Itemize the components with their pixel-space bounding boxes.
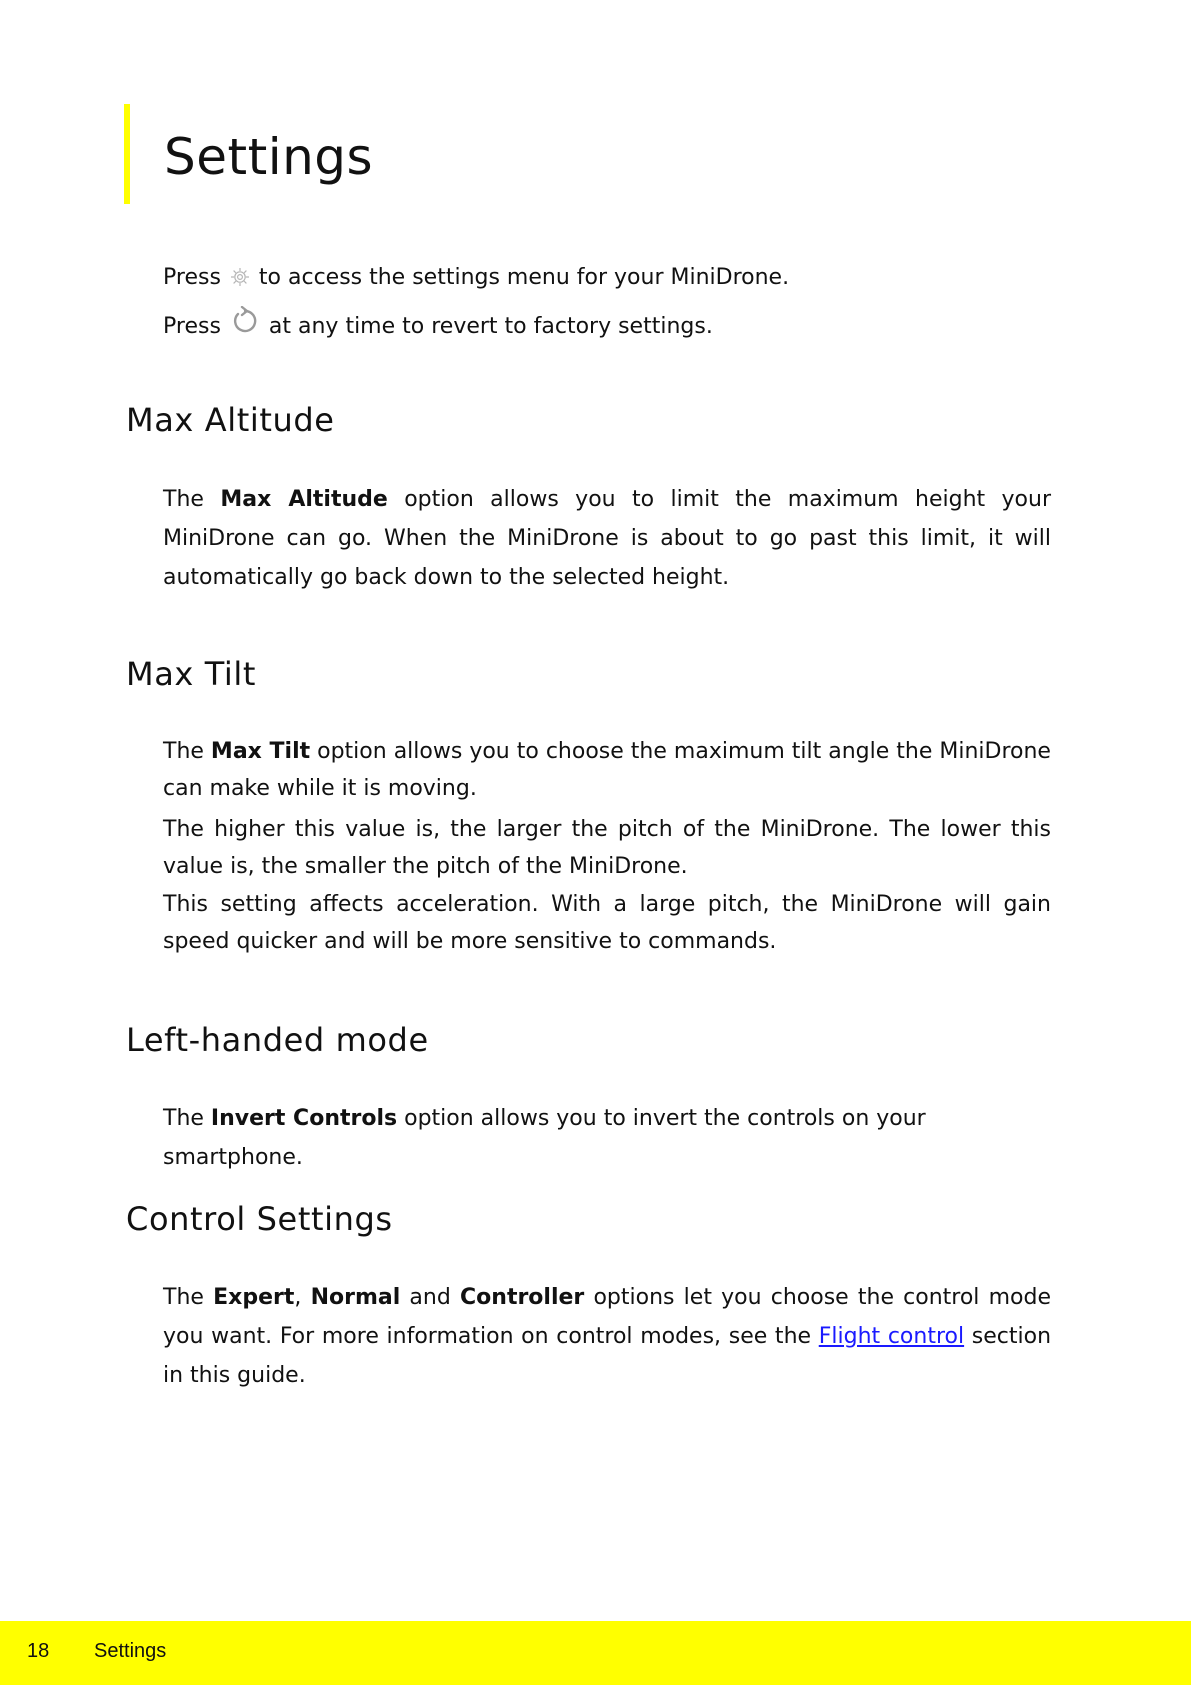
paragraph-max-altitude: [163, 480, 1051, 597]
paragraph-control-settings: [163, 1278, 1051, 1395]
text: The: [163, 739, 211, 764]
paragraph-left-handed-mode: [163, 1099, 1051, 1177]
paragraph-max-tilt-1: [163, 733, 1051, 807]
intro-line1-suffix: to access the settings menu for your MiniDrone.: [258, 265, 790, 290]
text: options let you choose the control mode you want. For more information on control modes, see the: [163, 1285, 1051, 1349]
section-title-control-settings: Control Settings: [126, 1200, 393, 1238]
term-controller: Controller: [460, 1285, 585, 1310]
intro-line-settings-menu: [163, 265, 789, 293]
intro-line1-prefix: Press: [163, 265, 221, 290]
title-accent-bar: [124, 104, 130, 204]
section-title-max-altitude: Max Altitude: [126, 401, 335, 439]
page-number: 18: [27, 1640, 50, 1662]
text: ,: [294, 1285, 311, 1310]
text: and: [400, 1285, 461, 1310]
intro-line2-prefix: Press: [163, 314, 221, 339]
reset-arrow-icon: [230, 306, 260, 342]
text: The: [163, 1106, 211, 1131]
text: The: [163, 487, 221, 512]
section-title-max-tilt: Max Tilt: [126, 655, 257, 693]
text: option allows you to choose the maximum tilt angle the MiniDrone can make while it is moving.: [163, 739, 1051, 801]
term-max-altitude: Max Altitude: [220, 487, 388, 512]
footer-section-label: Settings: [94, 1640, 167, 1662]
text: option allows you to limit the maximum height your MiniDrone can go. When the MiniDrone is about to go past this limit, it will automatically go back down to the selected height.: [163, 487, 1052, 590]
paragraph-max-tilt-3: This setting affects acceleration. With a large pitch, the MiniDrone will gain speed quicker and will be more sensitive to commands.: [163, 892, 1051, 954]
footer-bar: [0, 1621, 1191, 1685]
page-title: Settings: [164, 128, 374, 186]
term-normal: Normal: [310, 1285, 401, 1310]
text: section in this guide.: [163, 1324, 1052, 1388]
term-expert: Expert: [213, 1285, 295, 1310]
flight-control-link[interactable]: Flight control: [818, 1324, 965, 1349]
text: option allows you to invert the controls on your smartphone.: [163, 1106, 926, 1170]
section-title-left-handed-mode: Left-handed mode: [126, 1021, 429, 1059]
text: The: [163, 1285, 214, 1310]
term-invert-controls: Invert Controls: [210, 1106, 398, 1131]
gear-icon: [230, 267, 250, 293]
intro-line-factory-reset: [163, 306, 713, 342]
term-max-tilt: Max Tilt: [210, 739, 311, 764]
intro-line2-suffix: at any time to revert to factory settings.: [268, 314, 713, 339]
paragraph-max-tilt-2: The higher this value is, the larger the pitch of the MiniDrone. The lower this value is, the smaller the pitch of the MiniDrone.: [163, 817, 1051, 879]
